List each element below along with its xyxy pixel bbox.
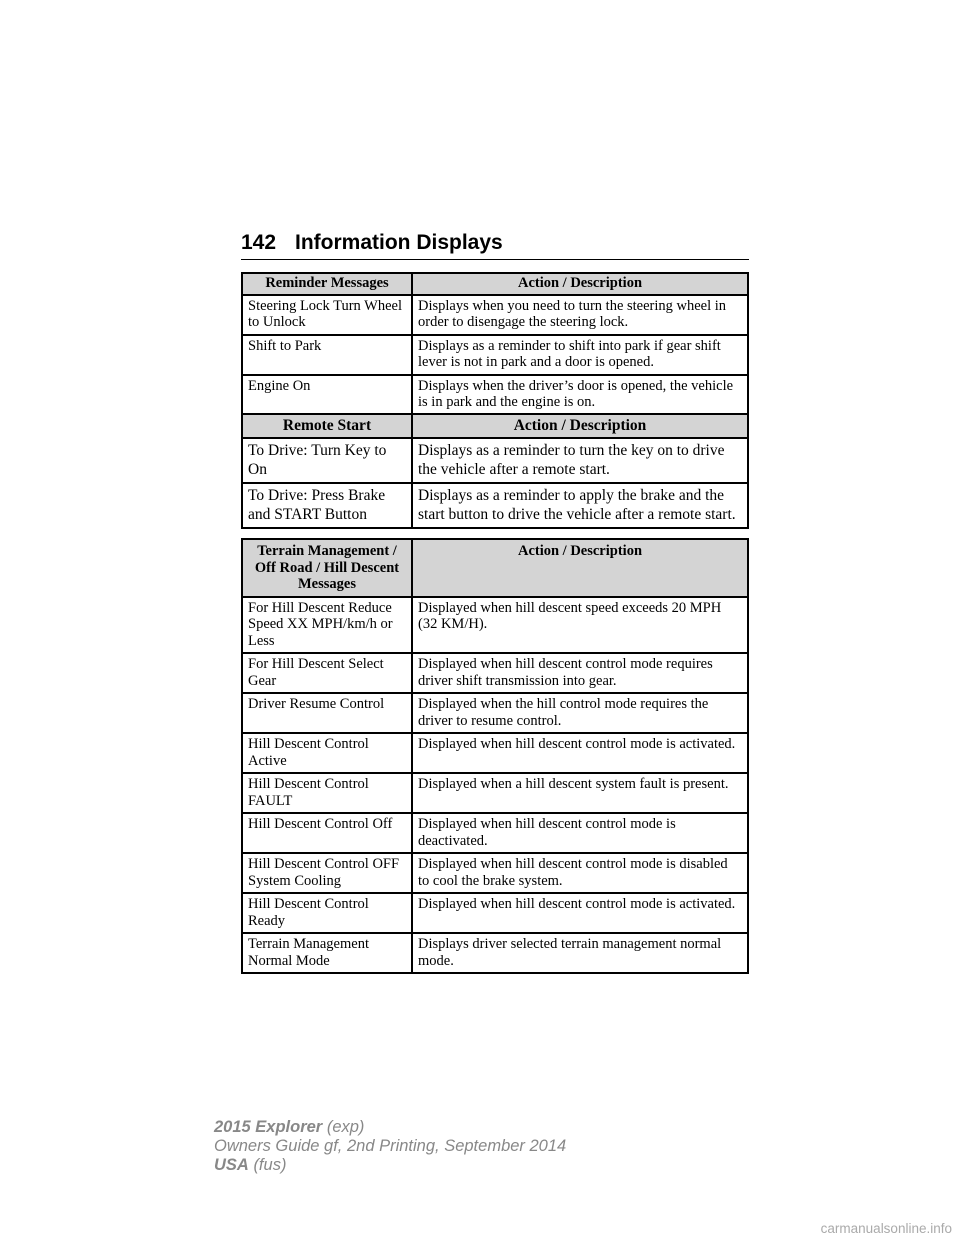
message-cell: To Drive: Press Brake and START Button xyxy=(242,483,412,528)
column-header: Action / Description xyxy=(412,539,748,597)
message-cell: Steering Lock Turn Wheel to Unlock xyxy=(242,295,412,335)
table-row xyxy=(242,335,748,375)
message-cell: Hill Descent Control OFF System Cooling xyxy=(242,853,412,893)
table-row xyxy=(242,295,748,335)
table-row xyxy=(242,773,748,813)
remote-start-table xyxy=(241,413,749,529)
message-cell: Hill Descent Control FAULT xyxy=(242,773,412,813)
description-cell: Displays as a reminder to turn the key on to drive the vehicle after a remote start. xyxy=(412,438,748,483)
table-row xyxy=(242,438,748,483)
message-cell: Driver Resume Control xyxy=(242,693,412,733)
message-cell: Engine On xyxy=(242,375,412,415)
table-row xyxy=(242,893,748,933)
table-row xyxy=(242,733,748,773)
footer-market: USA xyxy=(214,1156,249,1174)
description-cell: Displayed when the hill control mode requires the driver to resume control. xyxy=(412,693,748,733)
terrain-management-table xyxy=(241,538,749,974)
description-cell: Displayed when a hill descent system fault is present. xyxy=(412,773,748,813)
document-footer xyxy=(214,1118,566,1175)
message-cell: Terrain Management Normal Mode xyxy=(242,933,412,973)
table-row xyxy=(242,853,748,893)
footer-model-code: (exp) xyxy=(326,1118,365,1136)
table-header-row xyxy=(242,273,748,295)
description-cell: Displayed when hill descent control mode is activated. xyxy=(412,893,748,933)
description-cell: Displayed when hill descent control mode is activated. xyxy=(412,733,748,773)
column-header: Action / Description xyxy=(412,414,748,438)
message-cell: For Hill Descent Reduce Speed XX MPH/km/h or Less xyxy=(242,597,412,654)
description-cell: Displayed when hill descent control mode requires driver shift transmission into gear. xyxy=(412,653,748,693)
description-cell: Displayed when hill descent control mode is deactivated. xyxy=(412,813,748,853)
table-header-row xyxy=(242,414,748,438)
reminder-messages-table xyxy=(241,272,749,416)
description-cell: Displays when you need to turn the steering wheel in order to disengage the steering lock. xyxy=(412,295,748,335)
table-row xyxy=(242,813,748,853)
description-cell: Displayed when hill descent speed exceeds 20 MPH (32 KM/H). xyxy=(412,597,748,654)
footer-line-model xyxy=(214,1118,566,1137)
footer-line-market xyxy=(214,1156,566,1175)
table-row xyxy=(242,933,748,973)
column-header: Remote Start xyxy=(242,414,412,438)
page-number: 142 xyxy=(241,231,277,254)
section-title: Information Displays xyxy=(295,231,503,254)
message-cell: For Hill Descent Select Gear xyxy=(242,653,412,693)
message-cell: Hill Descent Control Ready xyxy=(242,893,412,933)
table-row xyxy=(242,653,748,693)
column-header: Terrain Management / Off Road / Hill Descent Messages xyxy=(242,539,412,597)
page-header xyxy=(241,229,749,260)
table-row xyxy=(242,597,748,654)
footer-market-code: (fus) xyxy=(253,1156,287,1174)
footer-model: 2015 Explorer xyxy=(214,1118,323,1136)
description-cell: Displays when the driver’s door is opened, the vehicle is in park and the engine is on. xyxy=(412,375,748,415)
description-cell: Displayed when hill descent control mode is disabled to cool the brake system. xyxy=(412,853,748,893)
description-cell: Displays driver selected terrain management normal mode. xyxy=(412,933,748,973)
message-cell: Shift to Park xyxy=(242,335,412,375)
table-header-row xyxy=(242,539,748,597)
watermark: carmanualsonline.info xyxy=(820,1221,952,1236)
message-cell: Hill Descent Control Off xyxy=(242,813,412,853)
table-row xyxy=(242,375,748,415)
message-cell: Hill Descent Control Active xyxy=(242,733,412,773)
message-cell: To Drive: Turn Key to On xyxy=(242,438,412,483)
table-row xyxy=(242,693,748,733)
column-header: Action / Description xyxy=(412,273,748,295)
table-row xyxy=(242,483,748,528)
description-cell: Displays as a reminder to apply the brake and the start button to drive the vehicle after a remote start. xyxy=(412,483,748,528)
column-header: Reminder Messages xyxy=(242,273,412,295)
footer-line-guide: Owners Guide gf, 2nd Printing, September 2014 xyxy=(214,1137,567,1155)
description-cell: Displays as a reminder to shift into park if gear shift lever is not in park and a door is opened. xyxy=(412,335,748,375)
